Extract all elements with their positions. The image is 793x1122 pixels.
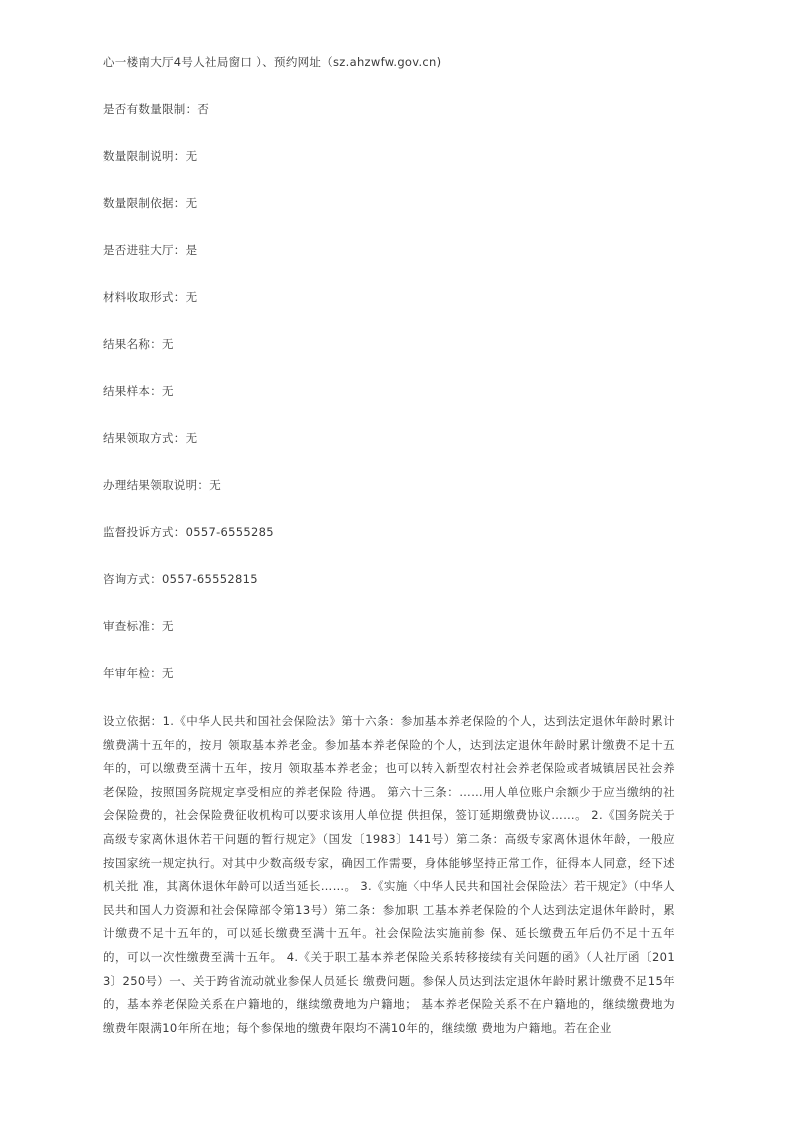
complaint-contact-line: 监督投诉方式：0557-6555285 xyxy=(103,525,274,539)
quantity-limit-description-line: 数量限制说明：无 xyxy=(103,149,198,163)
result-collection-method-line: 结果领取方式：无 xyxy=(103,431,198,445)
consultation-contact-line: 咨询方式：0557-65552815 xyxy=(103,572,258,586)
result-sample-line: 结果样本：无 xyxy=(103,384,174,398)
review-standard-line: 审查标准：无 xyxy=(103,619,174,633)
material-collection-form-line: 材料收取形式：无 xyxy=(103,290,198,304)
result-name-line: 结果名称：无 xyxy=(103,337,174,351)
hall-presence-line: 是否进驻大厅：是 xyxy=(103,243,198,257)
quantity-limit-line: 是否有数量限制：否 xyxy=(103,102,210,116)
legal-basis-paragraph: 设立依据：1.《中华人民共和国社会保险法》第十六条：参加基本养老保险的个人，达到法定退休年龄时累计缴费满十五年的，按月 领取基本养老金。参加基本养老保险的个人，达到法定退休年龄时累计缴费不足十五年的，可以缴费至满十五年，按月 领取基本养老金；也可以转入新型农村社会养老保险或者城镇居民社会养老保险，按照国务院规定享受相应的养老保险 待遇。 第六十三条：……用人单位账户余额少于应当缴纳的社会保险费的，社会保险费征收机构可以要求该用人单位提 供担保，签订延期缴费协议……。 2.《国务院关于高级专家离休退休若干问题的暂行规定》（国发〔1983〕141号）第二条：高级专家离休退休年龄，一般应 按国家统一规定执行。对其中少数高级专家，确因工作需要，身体能够坚持正常工作，征得本人同意，经下述机关批 准，其离休退休年龄可以适当延长……。 3.《实施〈中华人民共和国社会保险法〉若干规定》（中华人民共和国人力资源和社会保障部令第13号）第二条：参加职 工基本养老保险的个人达到法定退休年龄时，累计缴费不足十五年的，可以延长缴费至满十五年。社会保险法实施前参 保、延长缴费五年后仍不足十五年的，可以一次性缴费至满十五年。 4.《关于职工基本养老保险关系转移接续有关问题的函》（人社厅函〔2013〕250号）一、关于跨省流动就业参保人员延长 缴费问题。参保人员达到法定退休年龄时累计缴费不足15年的，基本养老保险关系在户籍地的，继续缴费地为户籍地； 基本养老保险关系不在户籍地的，继续缴费地为缴费年限满10年所在地；每个参保地的缴费年限均不满10年的，继续缴 费地为户籍地。若在企业 xyxy=(103,714,675,1035)
annual-review-line: 年审年检：无 xyxy=(103,666,174,680)
appointment-location-line: 心一楼南大厅4号人社局窗口 ）、预约网址（sz.ahzwfw.gov.cn) xyxy=(103,55,442,69)
result-collection-note-line: 办理结果领取说明：无 xyxy=(103,478,221,492)
quantity-limit-basis-line: 数量限制依据：无 xyxy=(103,196,198,210)
